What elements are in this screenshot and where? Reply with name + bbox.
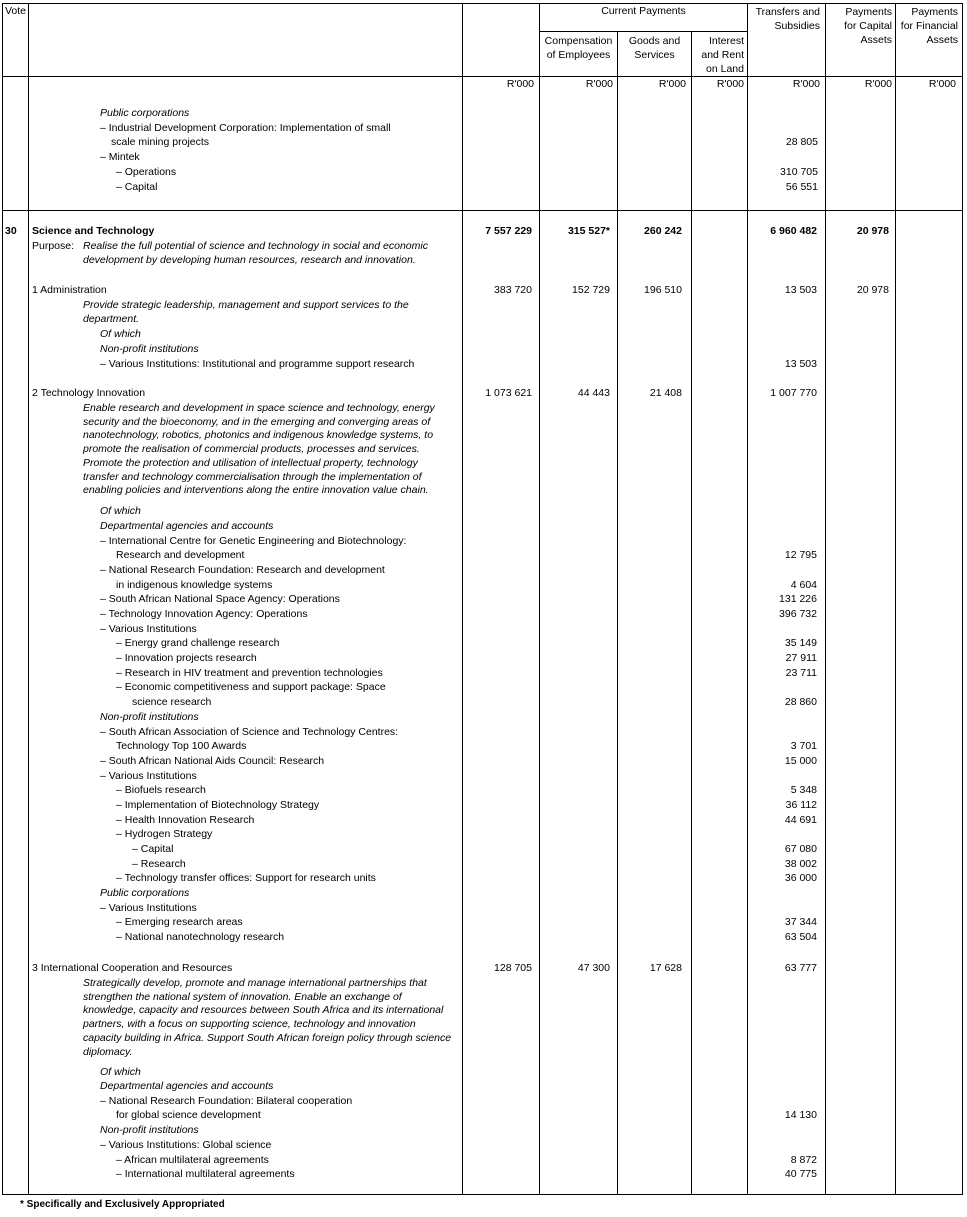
line-item-label: – Capital	[116, 181, 158, 193]
line-item-label: – African multilateral agreements	[116, 1153, 269, 1166]
vote-compensation: 315 527*	[567, 225, 610, 237]
header-vote: Vote	[5, 5, 27, 17]
line-item-label: – National Research Foundation: Bilateral cooperation	[100, 1094, 353, 1107]
header-interest-rent: Interest and Rent on Land	[701, 35, 744, 75]
programme-description-line: Promote the protection and utilisation of intellectual property, technology	[83, 456, 418, 469]
line-item-value: 3 701	[790, 740, 817, 753]
header-current-payments: Current Payments	[601, 5, 686, 17]
line-item-label: – Various Institutions: Global science	[100, 1138, 272, 1151]
purpose-text: Realise the full potential of science and technology in social and economic	[83, 240, 428, 252]
of-which-label: Of which	[100, 328, 141, 340]
programme-compensation: 47 300	[577, 962, 610, 974]
line-item-label: – Industrial Development Corporation: Implementation of small	[100, 122, 391, 134]
line-item-label: – Energy grand challenge research	[116, 637, 280, 650]
category-label: Departmental agencies and accounts	[100, 520, 274, 532]
line-item-value: 37 344	[784, 916, 817, 929]
line-item-value: 44 691	[784, 813, 817, 826]
line-item-label: – Various Institutions	[100, 769, 197, 782]
column-divider	[462, 3, 463, 1195]
programme-total: 128 705	[494, 962, 532, 974]
programme-compensation: 152 729	[572, 284, 610, 296]
programme-title: 2 Technology Innovation	[32, 387, 146, 399]
line-item-label: – Research	[132, 857, 186, 870]
header-financial-assets: Payments for Financial Assets	[900, 6, 958, 46]
line-item-label: – South African Association of Science and Technology Centres:	[100, 725, 399, 738]
programme-goods-services: 196 510	[644, 284, 682, 296]
purpose-label: Purpose:	[32, 240, 75, 252]
unit-label: R'000	[928, 78, 956, 90]
line-item-label: – Implementation of Biotechnology Strategy	[116, 798, 320, 811]
programme-title: 3 International Cooperation and Resources	[32, 962, 233, 974]
line-item-label: science research	[132, 696, 212, 709]
line-item-value: 14 130	[784, 1109, 817, 1122]
line-item-label: – Hydrogen Strategy	[116, 828, 213, 841]
line-item-label: – Various Institutions	[100, 901, 197, 914]
line-item-value: 36 000	[784, 872, 817, 885]
line-item-label: scale mining projects	[111, 136, 210, 148]
programme-description-line: strengthen the national system of innovation. Enable an exchange of	[83, 990, 402, 1003]
line-item-value: 28 860	[784, 696, 817, 709]
header-rule	[2, 76, 963, 77]
line-item-value: 5 348	[790, 784, 817, 797]
line-item-value: 12 795	[784, 549, 817, 562]
programme-capital-assets: 20 978	[856, 284, 889, 296]
of-which-label: Of which	[100, 505, 141, 517]
section-rule	[2, 210, 963, 211]
line-item-label: – Economic competitiveness and support package: Space	[116, 681, 386, 694]
header-subrule	[539, 31, 747, 32]
programme-total: 1 073 621	[485, 387, 532, 399]
vote-capital-assets: 20 978	[856, 225, 889, 237]
programme-description-line: transfer and technology commercialisation through the implementation of	[83, 470, 422, 483]
programme-description-line: security and the bioeconomy, and in the emerging and converging areas of	[83, 415, 431, 428]
unit-label: R'000	[792, 78, 820, 90]
line-item-label: for global science development	[116, 1109, 261, 1122]
unit-label: R'000	[585, 78, 613, 90]
line-item-label: – Technology Innovation Agency: Operations	[100, 608, 308, 621]
programme-description-line: Strategically develop, promote and manage international partnerships that	[83, 977, 427, 989]
programme-description-line: nanotechnology, robotics, photonics and indigenous knowledge systems, to	[83, 429, 434, 442]
line-item-label: – International multilateral agreements	[116, 1168, 295, 1181]
of-which-label: Of which	[100, 1066, 141, 1078]
column-divider	[617, 31, 618, 1195]
column-divider	[691, 31, 692, 1195]
vote-goods-services: 260 242	[644, 225, 682, 237]
line-item-value: 38 002	[784, 857, 817, 870]
line-item-value: 131 226	[779, 593, 817, 606]
table-border-left	[2, 3, 3, 1195]
category-label: Non-profit institutions	[100, 343, 199, 355]
line-item-label: in indigenous knowledge systems	[116, 578, 273, 591]
unit-label: R'000	[506, 78, 534, 90]
line-item-label: – Mintek	[100, 151, 140, 163]
column-divider	[539, 3, 540, 1195]
line-item-label: – Various Institutions: Institutional and programme support research	[100, 358, 415, 370]
header-compensation: Compensation of Employees	[544, 35, 613, 61]
line-item-label: – Research in HIV treatment and prevention technologies	[116, 666, 383, 679]
programme-goods-services: 17 628	[649, 962, 682, 974]
category-label: Non-profit institutions	[100, 710, 199, 723]
line-item-value: 15 000	[784, 754, 817, 767]
header-goods-services: Goods and Services	[628, 35, 681, 61]
footnote: * Specifically and Exclusively Appropriated	[20, 1199, 225, 1210]
line-item-label: – National Research Foundation: Research and development	[100, 564, 385, 577]
line-item-value: 40 775	[784, 1168, 817, 1181]
programme-description-line: knowledge, capacity and resources between South Africa and its international	[83, 1004, 444, 1017]
line-item-label: Technology Top 100 Awards	[116, 740, 247, 753]
category-label: Public corporations	[100, 107, 190, 119]
unit-label: R'000	[716, 78, 744, 90]
line-item-label: – Technology transfer offices: Support for research units	[116, 872, 376, 885]
header-transfers: Transfers and Subsidies	[755, 6, 820, 32]
programme-description: department.	[83, 313, 140, 325]
programme-description-line: capacity building in Africa. Support South African foreign policy through science	[83, 1031, 452, 1044]
line-item-value: 56 551	[785, 181, 818, 193]
line-item-value: 63 504	[784, 931, 817, 944]
line-item-label: – South African National Aids Council: Research	[100, 754, 325, 767]
line-item-label: Research and development	[116, 549, 245, 562]
programme-transfers: 1 007 770	[770, 387, 817, 399]
line-item-value: 396 732	[779, 608, 817, 621]
line-item-label: – National nanotechnology research	[116, 931, 285, 944]
line-item-label: – Health Innovation Research	[116, 813, 255, 826]
column-divider	[28, 3, 29, 1195]
category-label: Non-profit institutions	[100, 1124, 199, 1137]
programme-compensation: 44 443	[577, 387, 610, 399]
line-item-label: – South African National Space Agency: Operations	[100, 593, 340, 606]
programme-goods-services: 21 408	[649, 387, 682, 399]
programme-description-line: promote the realisation of commercial products, processes and services.	[83, 443, 420, 456]
programme-description-line: partners, with a focus on supporting science, technology and innovation	[83, 1018, 416, 1031]
line-item-label: – Innovation projects research	[116, 652, 257, 665]
line-item-value: 310 705	[780, 166, 818, 178]
line-item-label: – Various Institutions	[100, 622, 197, 635]
line-item-value: 8 872	[790, 1153, 817, 1166]
line-item-value: 67 080	[784, 842, 817, 855]
line-item-value: 35 149	[784, 637, 817, 650]
unit-label: R'000	[658, 78, 686, 90]
vote-title: Science and Technology	[32, 225, 155, 237]
line-item-value: 4 604	[790, 578, 817, 591]
purpose-text: development by developing human resources, research and innovation.	[83, 254, 416, 266]
vote-total: 7 557 229	[485, 225, 532, 237]
vote-number: 30	[5, 225, 17, 237]
line-item-label: – Operations	[116, 166, 177, 178]
line-item-value: 28 805	[785, 136, 818, 148]
category-label: Public corporations	[100, 887, 190, 899]
programme-description-line: diplomacy.	[83, 1045, 133, 1058]
column-divider	[825, 3, 826, 1195]
line-item-value: 36 112	[785, 798, 817, 811]
programme-total: 383 720	[494, 284, 532, 296]
programme-description: Provide strategic leadership, management and support services to the	[83, 299, 409, 311]
line-item-value: 23 711	[785, 666, 817, 679]
line-item-label: – Biofuels research	[116, 784, 206, 797]
vote-transfers: 6 960 482	[770, 225, 817, 237]
programme-title: 1 Administration	[32, 284, 107, 296]
table-border-top	[2, 3, 963, 4]
table-border-right	[962, 3, 963, 1195]
unit-label: R'000	[864, 78, 892, 90]
programme-transfers: 13 503	[784, 284, 817, 296]
line-item-label: – International Centre for Genetic Engineering and Biotechnology:	[100, 534, 407, 547]
category-label: Departmental agencies and accounts	[100, 1080, 274, 1092]
programme-transfers: 63 777	[784, 962, 817, 974]
table-border-bottom	[2, 1194, 963, 1195]
line-item-label: – Capital	[132, 842, 174, 855]
line-item-label: – Emerging research areas	[116, 916, 243, 929]
line-item-value: 27 911	[785, 652, 817, 665]
header-capital-assets: Payments for Capital Assets	[844, 6, 892, 46]
column-divider	[895, 3, 896, 1195]
line-item-value: 13 503	[784, 358, 817, 370]
programme-description-line: Enable research and development in space science and technology, energy	[83, 402, 435, 414]
programme-description-line: enabling policies and interventions along the entire innovation value chain.	[83, 484, 429, 497]
